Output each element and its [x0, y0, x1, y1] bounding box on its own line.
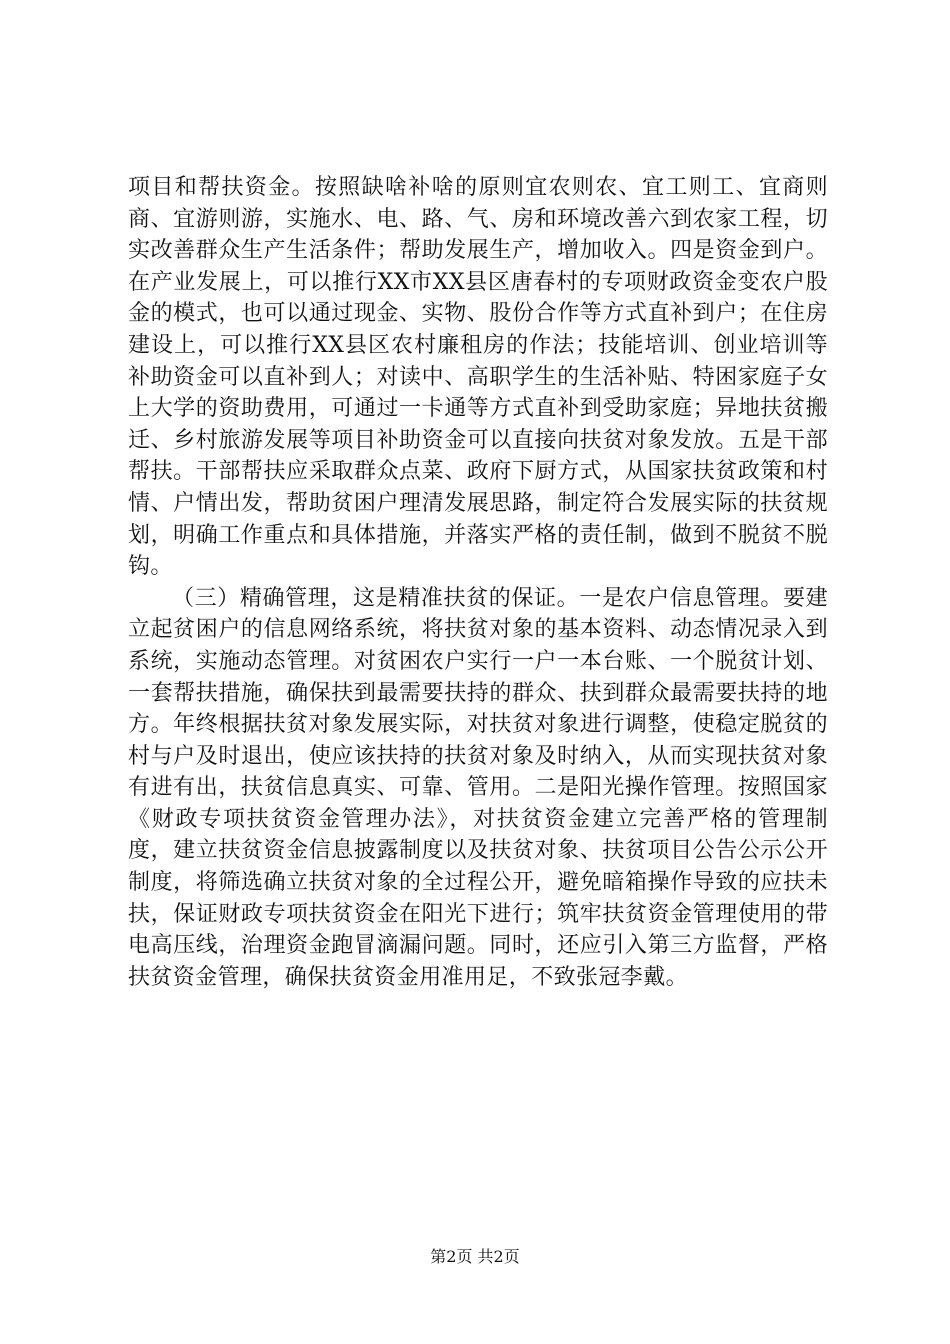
- paragraph-continued: 项目和帮扶资金。按照缺啥补啥的原则宜农则农、宜工则工、宜商则商、宜游则游，实施水、电、路、气、房和环境改善六到农家工程，切实改善群众生产生活条件；帮助发展生产，增加收入。四是资金到户。在产业发展上，可以推行XX市XX县区唐春村的专项财政资金变农户股金的模式，也可以通过现金、实物、股份合作等方式直补到户；在住房建设上，可以推行XX县区农村廉租房的作法；技能培训、创业培训等补助资金可以直补到人；对读中、高职学生的生活补贴、特困家庭子女上大学的资助费用，可通过一卡通等方式直补到受助家庭；异地扶贫搬迁、乡村旅游发展等项目补助资金可以直接向扶贫对象发放。五是干部帮扶。干部帮扶应采取群众点菜、政府下厨方式，从国家扶贫政策和村情、户情出发，帮助贫困户理清发展思路，制定符合发展实际的扶贫规划，明确工作重点和具体措施，并落实严格的责任制，做到不脱贫不脱钩。: [128, 175, 828, 580]
- page-number-label: 第2页 共2页: [430, 1247, 520, 1266]
- document-body: [128, 172, 828, 993]
- paragraph-precise-management: （三）精确管理，这是精准扶贫的保证。一是农户信息管理。要建立起贫困户的信息网络系统，将扶贫对象的基本资料、动态情况录入到系统，实施动态管理。对贫困农户实行一户一本台账、一个脱贫计划、一套帮扶措施，确保扶到最需要扶持的群众、扶到群众最需要扶持的地方。年终根据扶贫对象发展实际，对扶贫对象进行调整，使稳定脱贫的村与户及时退出，使应该扶持的扶贫对象及时纳入，从而实现扶贫对象有进有出，扶贫信息真实、可靠、管用。二是阳光操作管理。按照国家《财政专项扶贫资金管理办法》，对扶贫资金建立完善严格的管理制度，建立扶贫资金信息披露制度以及扶贫对象、扶贫项目公告公示公开制度，将筛选确立扶贫对象的全过程公开，避免暗箱操作导致的应扶未扶，保证财政专项扶贫资金在阳光下进行；筑牢扶贫资金管理使用的带电高压线，治理资金跑冒滴漏问题。同时，还应引入第三方监督，严格扶贫资金管理，确保扶贫资金用准用足，不致张冠李戴。: [128, 585, 828, 990]
- page-footer: [0, 1244, 950, 1267]
